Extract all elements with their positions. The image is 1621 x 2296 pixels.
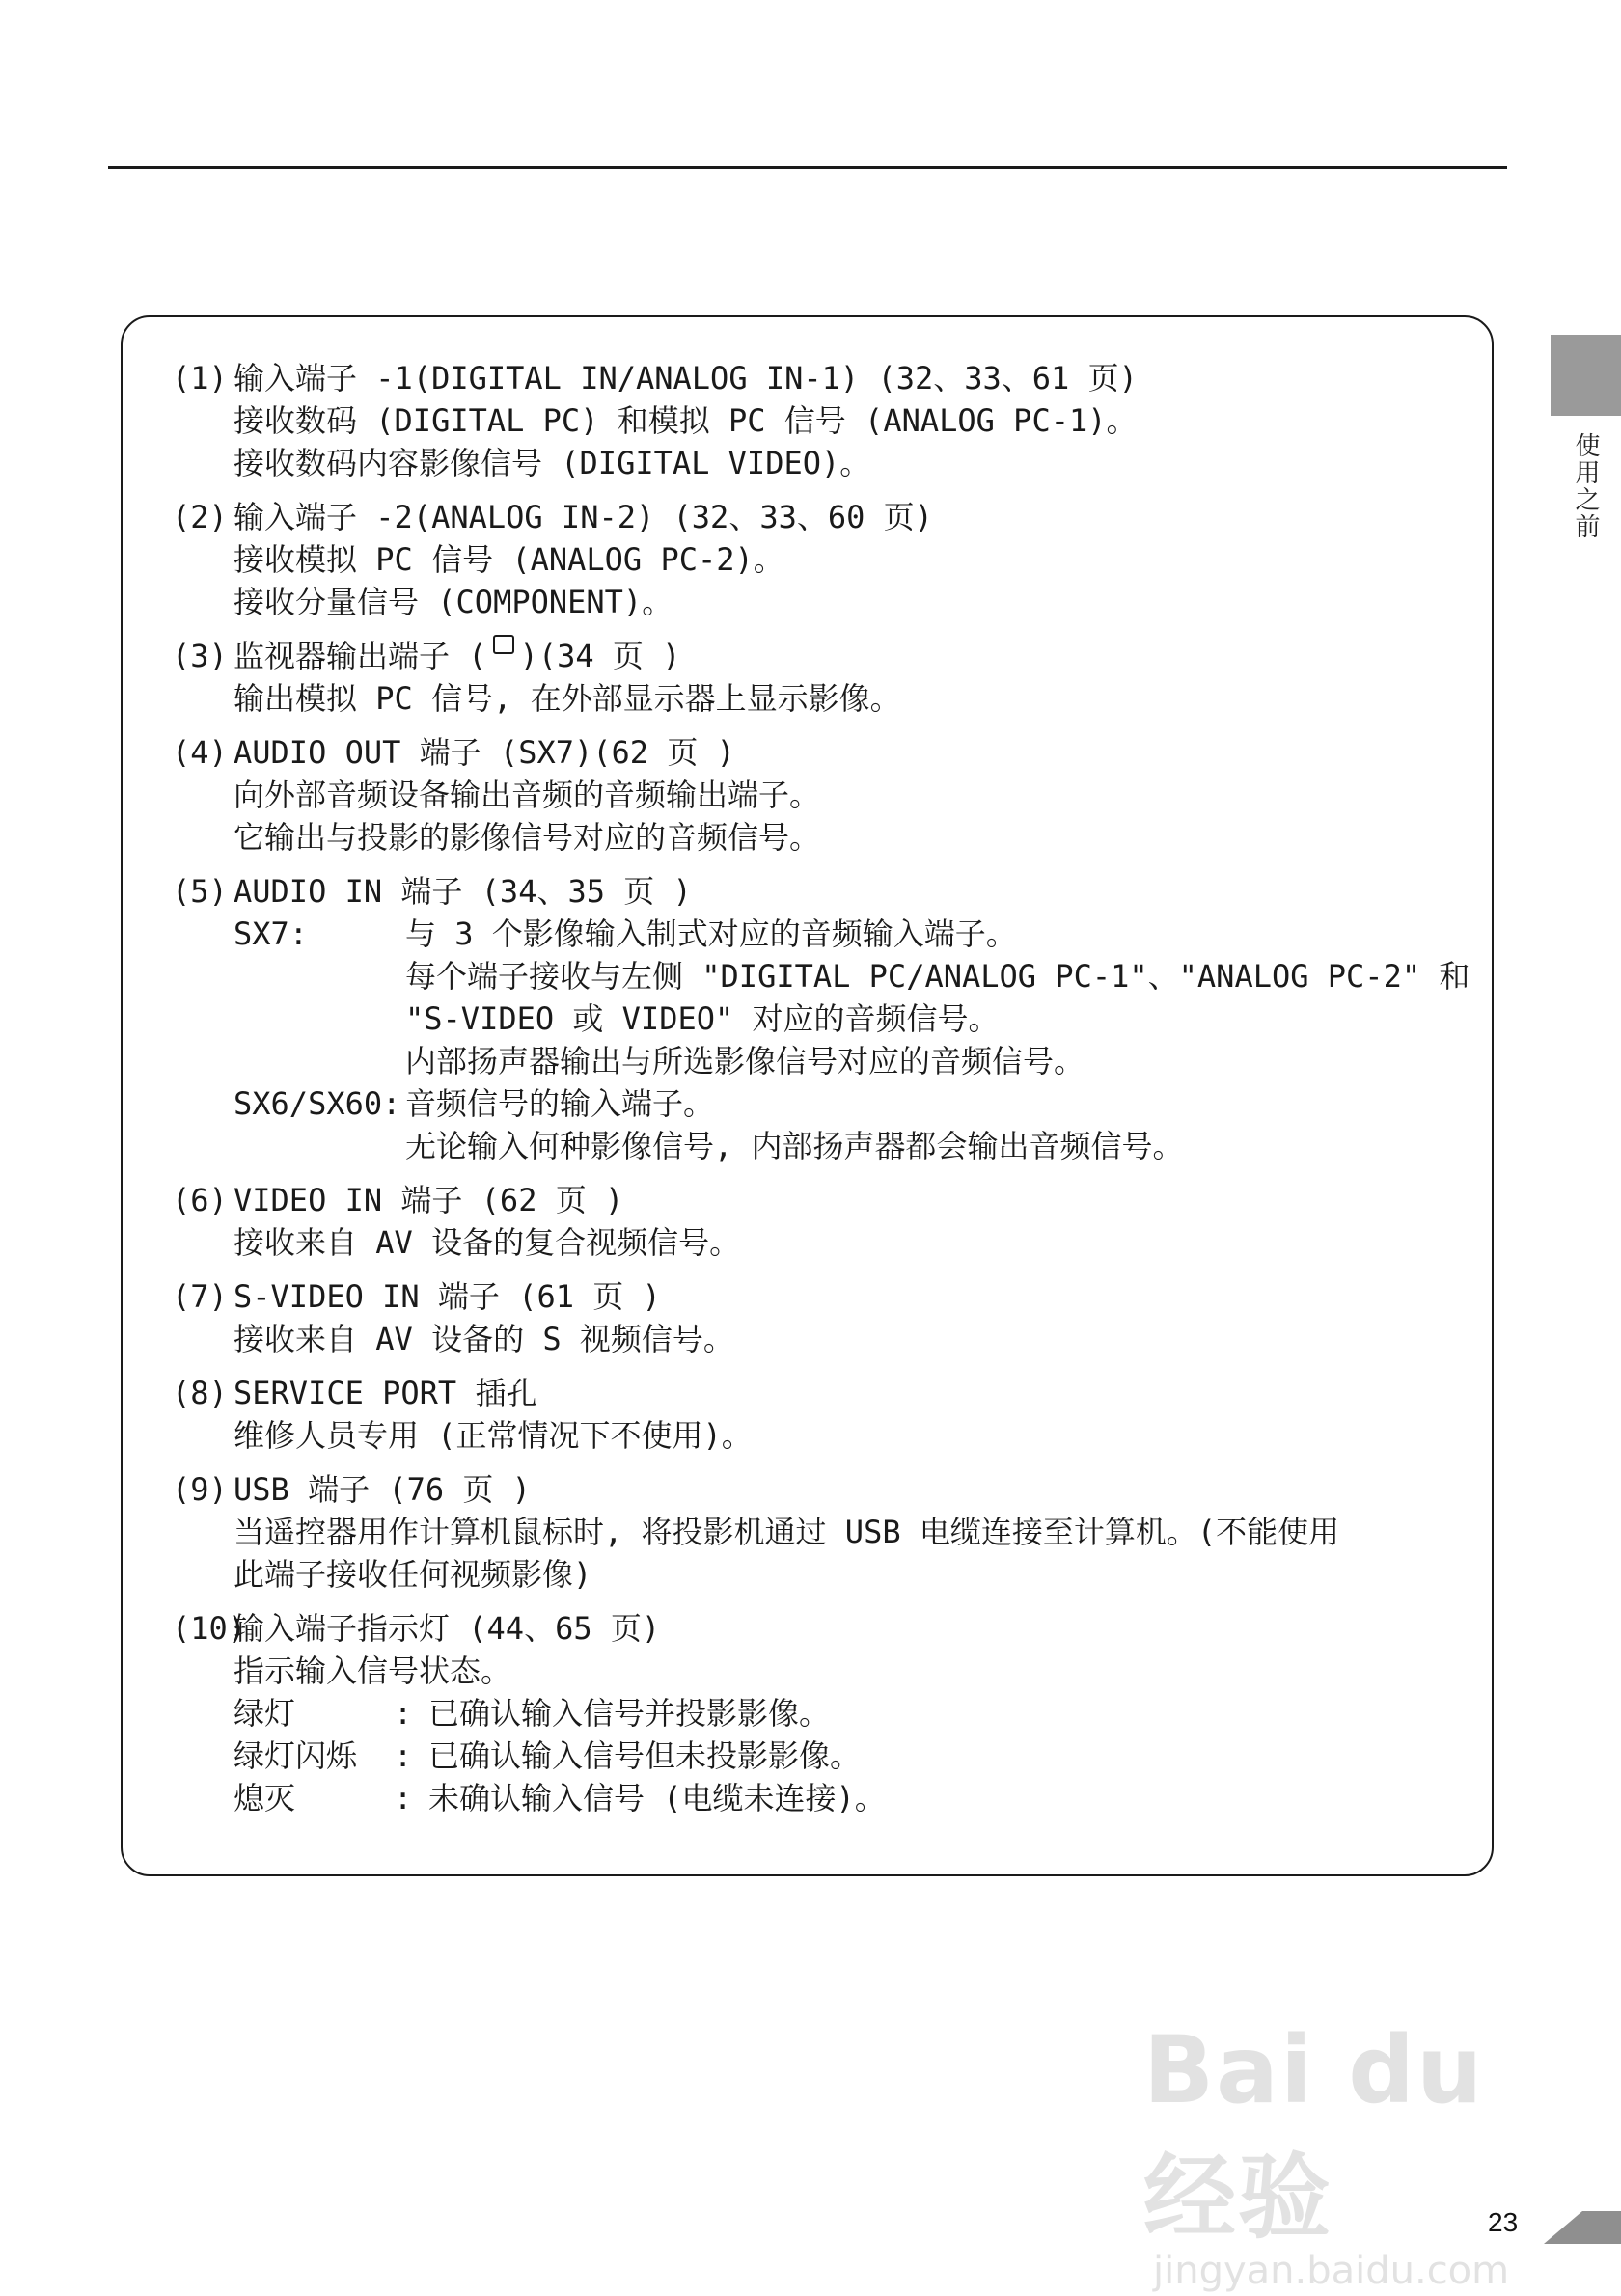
item-desc: 接收数码内容影像信号 (DIGITAL VIDEO)。	[234, 445, 871, 481]
item-desc: 接收数码 (DIGITAL PC) 和模拟 PC 信号 (ANALOG PC-1)。	[234, 402, 1138, 439]
item-desc: 它输出与投影的影像信号对应的音频信号。	[234, 819, 821, 856]
page-number: 23	[1488, 2207, 1519, 2237]
item-desc: "S-VIDEO 或 VIDEO" 对应的音频信号。	[405, 1000, 1000, 1037]
item-title: 输入端子指示灯 (44、65 页)	[234, 1610, 661, 1647]
terminal-list	[172, 357, 1484, 1831]
list-item	[172, 1179, 1484, 1264]
item-title: AUDIO OUT 端子 (SX7)(62 页 )	[234, 734, 735, 771]
section-label: 使用之前	[1571, 432, 1600, 540]
indicator-state-text: 未确认输入信号 (电缆未连接)。	[428, 1780, 886, 1817]
item-number: (8)	[172, 1375, 228, 1411]
item-number: (3)	[172, 638, 228, 674]
item-title: USB 端子 (76 页 )	[234, 1471, 531, 1508]
item-desc: 接收模拟 PC 信号 (ANALOG PC-2)。	[234, 541, 784, 578]
model-label: SX7:	[234, 916, 309, 952]
item-desc: 当遥控器用作计算机鼠标时, 将投影机通过 USB 电缆连接至计算机。(不能使用	[234, 1514, 1340, 1550]
item-number: (1)	[172, 360, 228, 396]
item-title: VIDEO IN 端子 (62 页 )	[234, 1182, 624, 1218]
item-number: (7)	[172, 1278, 228, 1315]
list-item	[172, 1468, 1484, 1596]
item-desc: 此端子接收任何视频影像)	[234, 1556, 592, 1593]
list-item	[172, 496, 1484, 623]
separator: :	[394, 1780, 413, 1817]
item-number: (9)	[172, 1471, 228, 1508]
separator: :	[394, 1695, 413, 1732]
item-desc: 与 3 个影像输入制式对应的音频输入端子。	[405, 916, 1017, 952]
item-desc: 输出模拟 PC 信号, 在外部显示器上显示影像。	[234, 680, 901, 717]
item-title: S-VIDEO IN 端子 (61 页 )	[234, 1278, 661, 1315]
item-desc: 接收来自 AV 设备的 S 视频信号。	[234, 1321, 734, 1357]
header-rule	[108, 166, 1507, 169]
item-title: SERVICE PORT 插孔	[234, 1375, 537, 1411]
list-item	[172, 1275, 1484, 1360]
watermark-url: jingyan.baidu.com	[1153, 2249, 1510, 2293]
model-label: SX6/SX60:	[234, 1085, 401, 1122]
item-number: (4)	[172, 734, 228, 771]
item-desc: 每个端子接收与左侧 "DIGITAL PC/ANALOG PC-1"、"ANALOG PC-2" 和	[405, 958, 1470, 995]
item-number: (10)	[172, 1610, 247, 1647]
page-corner-tab	[1544, 2211, 1621, 2244]
indicator-state-label: 绿灯闪烁	[234, 1737, 358, 1774]
item-number: (2)	[172, 499, 228, 535]
item-number: (6)	[172, 1182, 228, 1218]
item-desc: 无论输入何种影像信号, 内部扬声器都会输出音频信号。	[405, 1128, 1184, 1164]
list-item	[172, 1372, 1484, 1457]
item-desc: 指示输入信号状态。	[234, 1653, 512, 1689]
list-item	[172, 1607, 1484, 1819]
monitor-icon	[493, 635, 514, 654]
indicator-state-label: 熄灭	[234, 1780, 296, 1817]
indicator-state-label: 绿灯	[234, 1695, 296, 1732]
list-item	[172, 731, 1484, 859]
item-desc: 维修人员专用 (正常情况下不使用)。	[234, 1417, 753, 1454]
item-desc: 内部扬声器输出与所选影像信号对应的音频信号。	[405, 1043, 1085, 1080]
item-desc: 接收来自 AV 设备的复合视频信号。	[234, 1224, 741, 1261]
item-title-post: )(34 页 )	[519, 638, 681, 674]
separator: :	[394, 1737, 413, 1774]
item-title: 输入端子 -1(DIGITAL IN/ANALOG IN-1) (32、33、61 页)	[234, 360, 1138, 396]
list-item	[172, 635, 1484, 720]
list-item	[172, 870, 1484, 1167]
indicator-state-text: 已确认输入信号并投影影像。	[428, 1695, 831, 1732]
item-number: (5)	[172, 873, 228, 910]
list-item	[172, 357, 1484, 484]
item-desc: 音频信号的输入端子。	[405, 1085, 715, 1122]
watermark-logo: Bai du 经验	[1143, 2016, 1485, 2252]
section-tab	[1551, 335, 1621, 416]
item-title: AUDIO IN 端子 (34、35 页 )	[234, 873, 692, 910]
indicator-state-text: 已确认输入信号但未投影影像。	[428, 1737, 862, 1774]
item-title: 输入端子 -2(ANALOG IN-2) (32、33、60 页)	[234, 499, 933, 535]
item-title-pre: 监视器输出端子 (	[234, 638, 487, 674]
item-desc: 接收分量信号 (COMPONENT)。	[234, 584, 673, 620]
item-desc: 向外部音频设备输出音频的音频输出端子。	[234, 777, 821, 813]
